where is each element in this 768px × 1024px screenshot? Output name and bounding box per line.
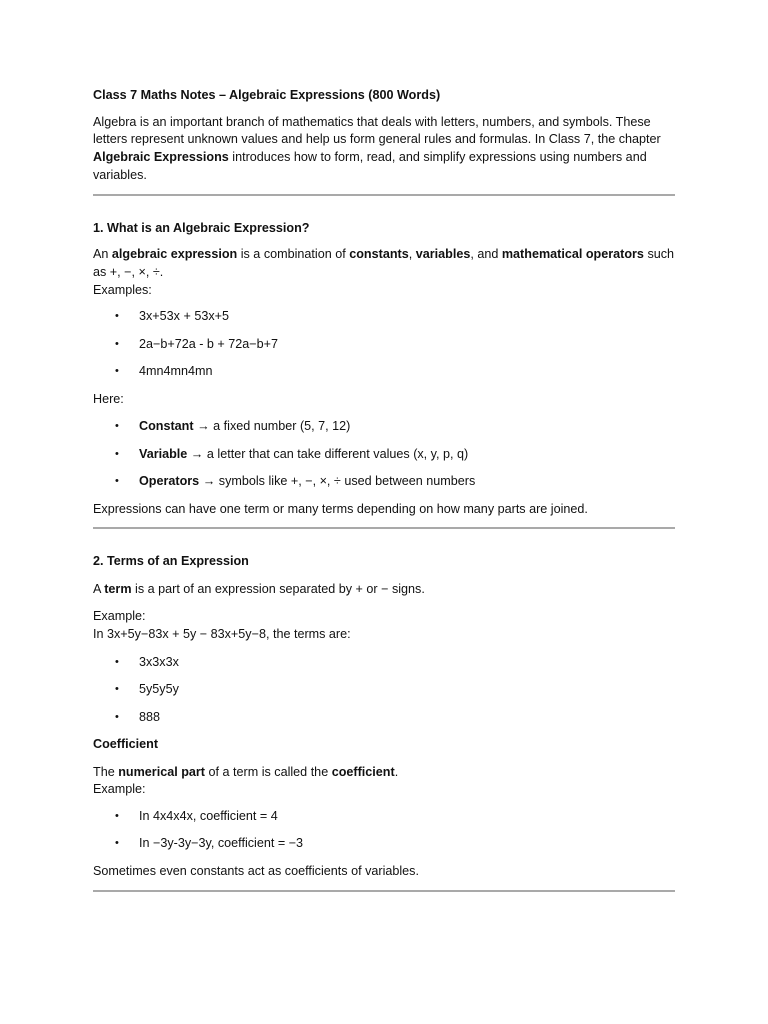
list-item: • Constant → a fixed number (5, 7, 12) bbox=[93, 418, 675, 436]
coefficient-examples-list bbox=[93, 808, 675, 853]
s2-terms-list bbox=[93, 654, 675, 727]
list-item: • 2a−b+72a - b + 72a−b+7 bbox=[93, 336, 675, 354]
section-divider bbox=[93, 527, 675, 529]
s1-examples-list bbox=[93, 308, 675, 381]
s2-example-line: In 3x+5y−83x + 5y − 83x+5y−8, the terms are: bbox=[93, 627, 351, 642]
list-item: • In 4x4x4x, coefficient = 4 bbox=[93, 808, 675, 826]
list-item: • 4mn4mn4mn bbox=[93, 363, 675, 381]
document-title: Class 7 Maths Notes – Algebraic Expressions (800 Words) bbox=[93, 88, 441, 102]
bullet-icon: • bbox=[115, 655, 119, 668]
s1-definitions-list bbox=[93, 418, 675, 491]
bullet-icon: • bbox=[115, 420, 119, 433]
bullet-icon: • bbox=[115, 710, 119, 723]
s2-closing: Sometimes even constants act as coefficients of variables. bbox=[93, 863, 419, 878]
bullet-icon: • bbox=[115, 683, 119, 696]
list-item: • 3x3x3x bbox=[93, 654, 675, 672]
coefficient-definition: The numerical part of a term is called the coefficient. bbox=[93, 764, 399, 779]
section-2-heading: 2. Terms of an Expression bbox=[93, 554, 249, 569]
bullet-icon: • bbox=[115, 365, 119, 378]
bullet-icon: • bbox=[115, 837, 119, 850]
list-item: • In −3y-3y−3y, coefficient = −3 bbox=[93, 835, 675, 853]
bullet-icon: • bbox=[115, 475, 119, 488]
document-page bbox=[93, 87, 675, 892]
s1-definition: An algebraic expression is a combination of constants, variables, and mathematical operators such as +, −, ×, ÷. bbox=[93, 247, 675, 279]
bullet-icon: • bbox=[115, 310, 119, 323]
bullet-icon: • bbox=[115, 337, 119, 350]
bullet-icon: • bbox=[115, 447, 119, 460]
s1-here-label: Here: bbox=[93, 391, 124, 406]
s1-examples-label: Examples: bbox=[93, 282, 152, 297]
s2-example-label: Example: bbox=[93, 609, 146, 624]
bullet-icon: • bbox=[115, 810, 119, 822]
section-divider bbox=[93, 890, 675, 892]
s1-closing: Expressions can have one term or many terms depending on how many parts are joined. bbox=[93, 501, 588, 516]
list-item: • Variable → a letter that can take different values (x, y, p, q) bbox=[93, 446, 675, 464]
coefficient-example-label: Example: bbox=[93, 782, 146, 797]
list-item: • 5y5y5y bbox=[93, 681, 675, 699]
list-item: • 3x+53x + 53x+5 bbox=[93, 308, 675, 326]
coefficient-heading: Coefficient bbox=[93, 737, 159, 752]
s2-definition: A term is a part of an expression separated by + or − signs. bbox=[93, 581, 425, 596]
section-1-heading: 1. What is an Algebraic Expression? bbox=[93, 220, 310, 235]
section-divider bbox=[93, 194, 675, 196]
list-item: • 888 bbox=[93, 709, 675, 727]
intro-paragraph: Algebra is an important branch of mathematics that deals with letters, numbers, and symbols. These letters represent unknown values and help us form general rules and formulas. In Class 7, the chapter Algebraic Expressions introduces how to form, read, and simplify expressions using numbers and variables. bbox=[93, 114, 661, 182]
list-item: • Operators → symbols like +, −, ×, ÷ used between numbers bbox=[93, 473, 675, 491]
